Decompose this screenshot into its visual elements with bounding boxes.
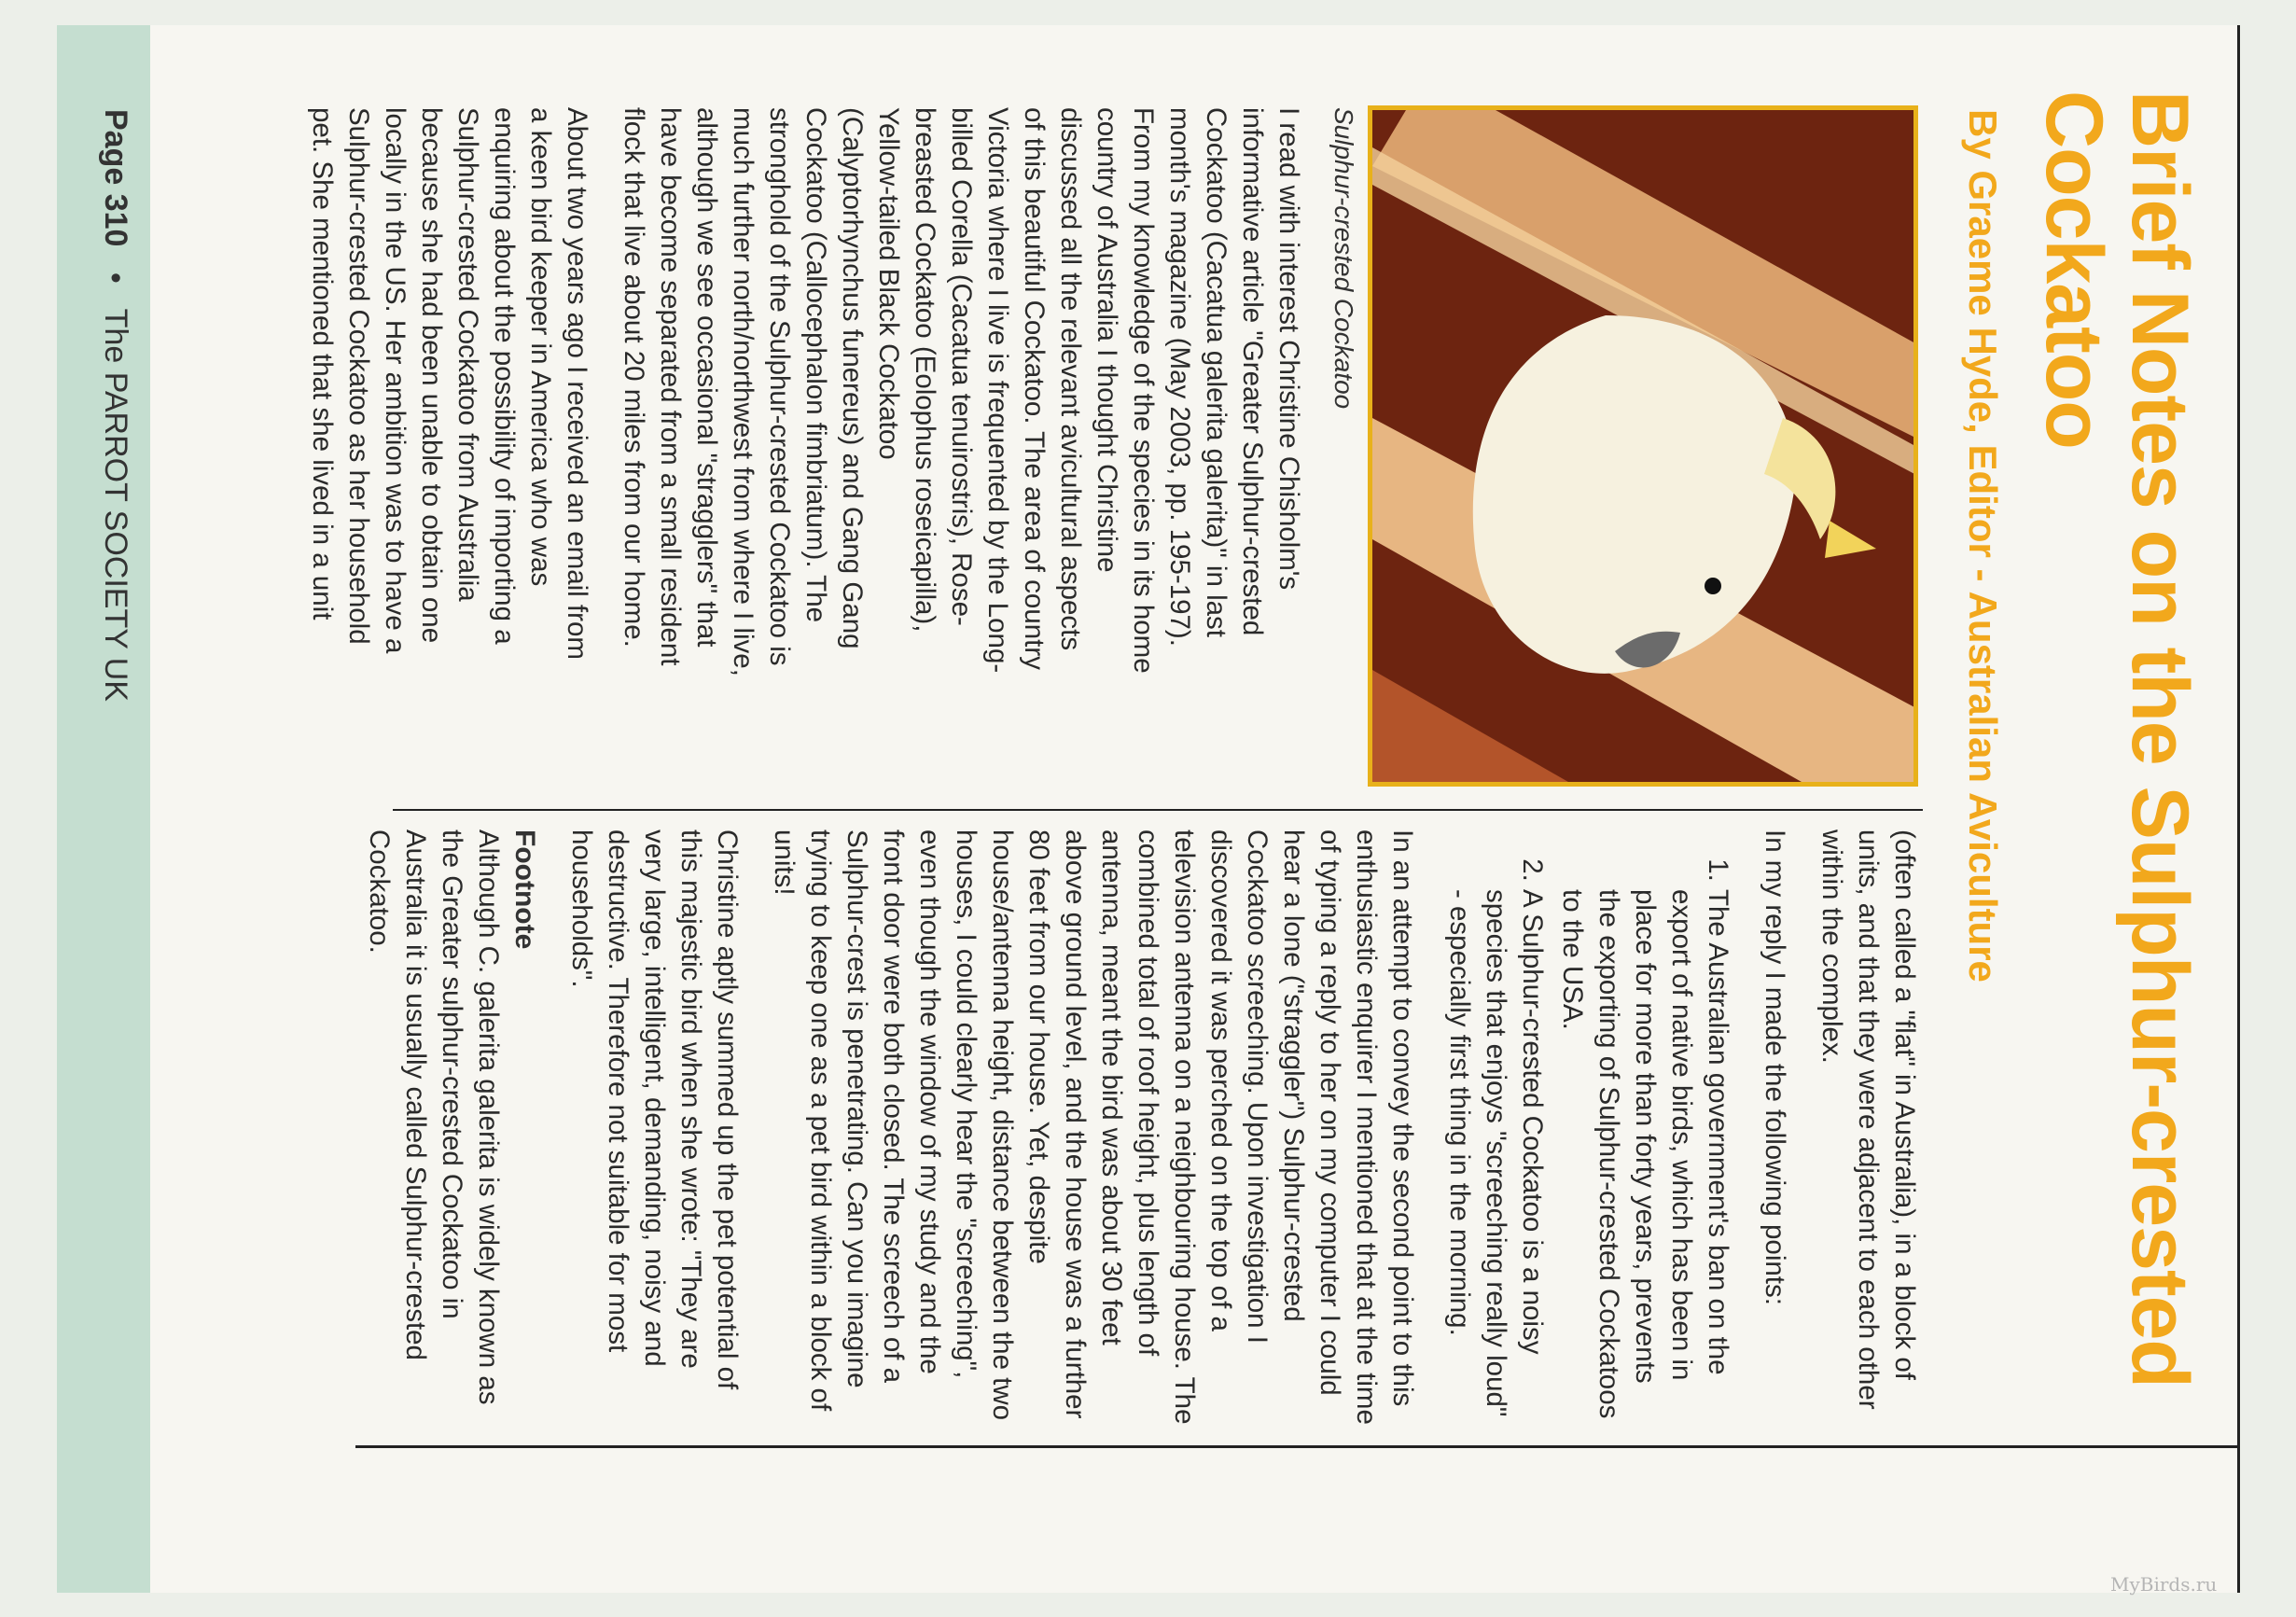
article-title: Brief Notes on the Sulphur-crested Cockatoo: [2029, 91, 2205, 1387]
column-edge-rule: [355, 1445, 2240, 1448]
points-lead: In my reply I made the following points:: [1760, 829, 1790, 1305]
page-number: Page 310: [98, 109, 133, 247]
footer-separator: •: [98, 272, 133, 284]
left-column: [284, 107, 1307, 676]
right-column: [341, 829, 1923, 1427]
footnote-text: Although C. galerita galerita is widely known as the Greater sulphur-crested Cockatoo in Australia it is usually called Sulphur-crested Cockatoo.: [364, 829, 504, 1405]
magazine-page: [57, 25, 2240, 1593]
paragraph: In an attempt to convey the second point to this enthusiastic enquirer I mentioned that at the time of typing a reply to her on my computer I could hear a lone ("straggler") Sulphur-crested Cockatoo screeching. Upon investigation I discovered it was perched on the top of a television antenna on a neighbouring house. The combined total of roof height, plus length of antenna, meant the bird was about 30 feet above ground level, and the house was a further 80 feet from our house. Yet, despite house/antenna height, distance between the two houses, I could clearly hear the "screeching", even though the window of my study and the front door were both closed. The screech of a Sulphur-crest is penetrating. Can you imagine trying to keep one as a pet bird within a block of units!: [769, 829, 1418, 1425]
paragraph: About two years ago I received an email from a keen bird keeper in America who was enquiring about the possibility of importing a Sulphur-crested Cockatoo from Australia because she had been unable to obtain one locally in the US. Her ambition was to have a Sulphur-crested Cockatoo as her household pet. She mentioned that she lived in a unit: [307, 107, 592, 660]
points-list: [1441, 829, 1736, 1427]
list-item: 1. The Australian government's ban on the export of native birds, which has been in place for more than forty years, prevents the exporting of Sulphur-crested Cockatoos to the USA.: [1554, 889, 1736, 1427]
top-rule: [2237, 25, 2240, 1593]
footnote-heading: Footnote: [509, 829, 540, 950]
page-footer: [97, 109, 133, 702]
article-byline: By Graeme Hyde, Editor - Australian Aviculture: [1961, 109, 2005, 983]
paragraph: (often called a "flat" in Australia), in a block of units, and that they were adjacent to each other within the complex.: [1816, 829, 1920, 1410]
cockatoo-photo: [1368, 105, 1918, 787]
list-item: 2. A Sulphur-crested Cockatoo is a noisy species that enjoys "screeching really loud" - especially first thing in the morning.: [1441, 889, 1551, 1427]
watermark: MyBirds.ru: [2110, 1573, 2218, 1596]
paragraph: Christine aptly summed up the pet potential of this majestic bird when she wrote: "They are very large, intelligent, demanding, noisy and destructive. Therefore not suitable for most households".: [566, 829, 743, 1390]
publication-name: The PARROT SOCIETY UK: [98, 308, 133, 702]
photo-caption: Sulphur-crested Cockatoo: [1329, 107, 1358, 410]
column-divider: [393, 809, 1923, 811]
paragraph: I read with interest Christine Chisholm's informative article "Greater Sulphur-crested Cockatoo (Cacatua galerita galerita)" in last month's magazine (May 2003, pp. 195-197). From my knowledge of the species in its home country of Australia I thought Christine discussed all the relevant avicultural aspects of this beautiful Cockatoo. The area of country Victoria where I live is frequented by the Long-billed Corella (Cacatua tenuirostris), Rose-breasted Cockatoo (Eolophus roseicapilla), Yellow-tailed Black Cockatoo (Calyptorhynchus funereus) and Gang Gang Cockatoo (Callocephalon fimbriatum). The stronghold of the Sulphur-crested Cockatoo is much further north/northwest from where I live, although we see occasional "stragglers" that have become separated from a small resident flock that live about 20 miles from our home.: [619, 107, 1304, 676]
